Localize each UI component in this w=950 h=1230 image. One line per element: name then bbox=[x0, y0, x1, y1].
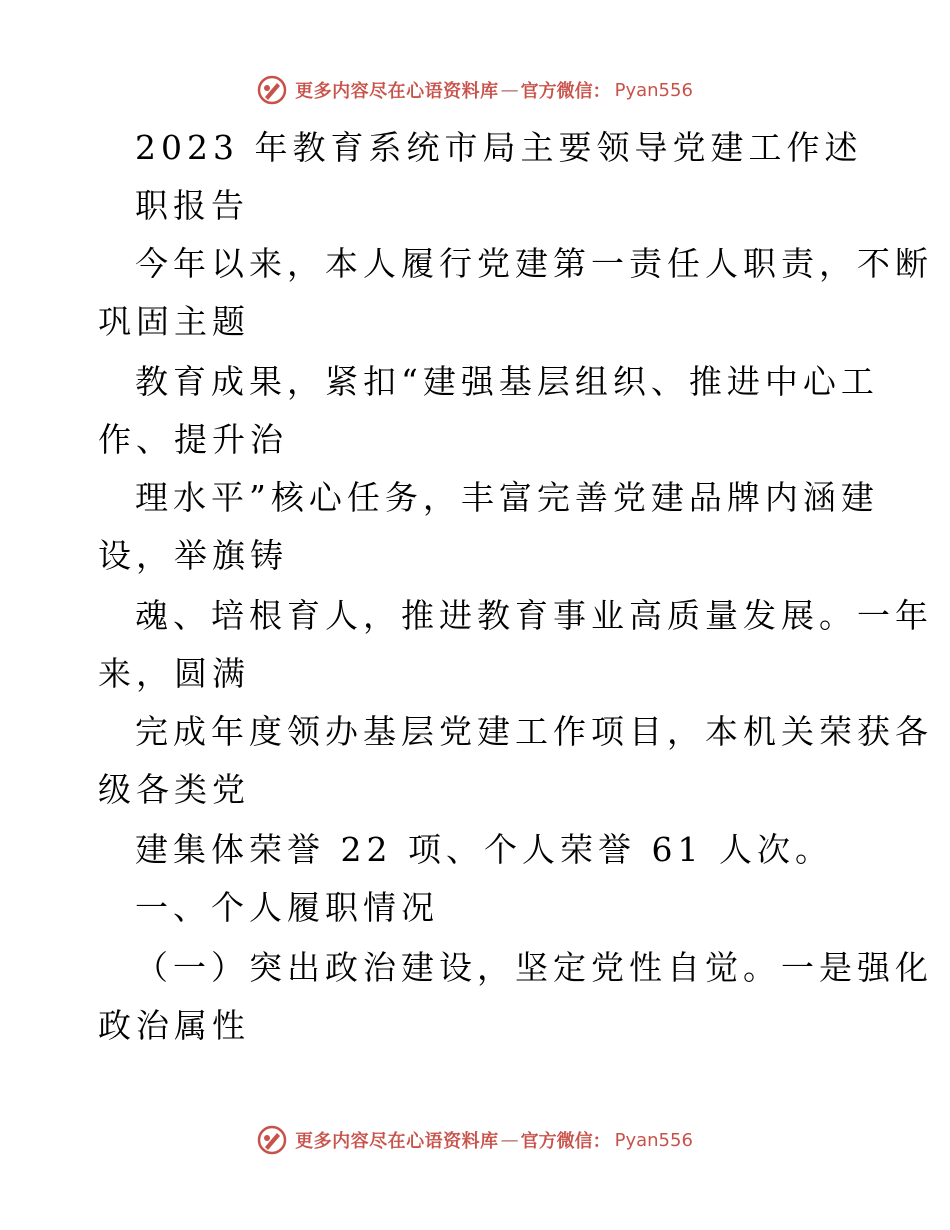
doc-title-line-1: 2023 年教育系统市局主要领导党建工作述 bbox=[135, 128, 863, 167]
doc-text-line: 级各类党 bbox=[98, 770, 250, 809]
doc-text-line: 教育成果，紧扣“建强基层组织、推进中心工 bbox=[135, 362, 879, 401]
doc-text-line: 作、提升治 bbox=[98, 420, 288, 459]
pen-logo-icon bbox=[257, 75, 287, 105]
doc-text-line: 完成年度领办基层党建工作项目，本机关荣获各 bbox=[135, 712, 933, 751]
doc-text-line: 政治属性 bbox=[98, 1006, 250, 1045]
watermark-wechat-id: Pyan556 bbox=[614, 1129, 693, 1151]
doc-text-line: （一）突出政治建设，坚定党性自觉。一是强化 bbox=[135, 948, 933, 987]
watermark-wechat-label: 官方微信： bbox=[520, 81, 611, 102]
doc-text-line: 今年以来，本人履行党建第一责任人职责，不断 bbox=[135, 244, 933, 283]
doc-text-line: 魂、培根育人，推进教育事业高质量发展。一年 bbox=[135, 596, 933, 635]
doc-text-line: 理水平”核心任务，丰富完善党建品牌内涵建 bbox=[135, 478, 879, 517]
doc-section-heading: 一、个人履职情况 bbox=[135, 888, 439, 927]
doc-text-line: 建集体荣誉 22 项、个人荣誉 61 人次。 bbox=[135, 830, 833, 869]
watermark-wechat-id: Pyan556 bbox=[614, 79, 693, 101]
watermark-separator: — bbox=[500, 79, 519, 101]
watermark-text: 更多内容尽在心语资料库 bbox=[295, 81, 499, 102]
watermark-header bbox=[0, 70, 950, 110]
watermark-separator: — bbox=[500, 1129, 519, 1151]
watermark-wechat-label: 官方微信： bbox=[520, 1131, 611, 1152]
doc-title-line-2: 职报告 bbox=[135, 186, 249, 225]
watermark-text: 更多内容尽在心语资料库 bbox=[295, 1131, 499, 1152]
doc-text-line: 设，举旗铸 bbox=[98, 536, 288, 575]
watermark-footer bbox=[0, 1120, 950, 1160]
pen-logo-icon bbox=[257, 1125, 287, 1155]
doc-text-line: 来，圆满 bbox=[98, 654, 250, 693]
doc-text-line: 巩固主题 bbox=[98, 302, 250, 341]
